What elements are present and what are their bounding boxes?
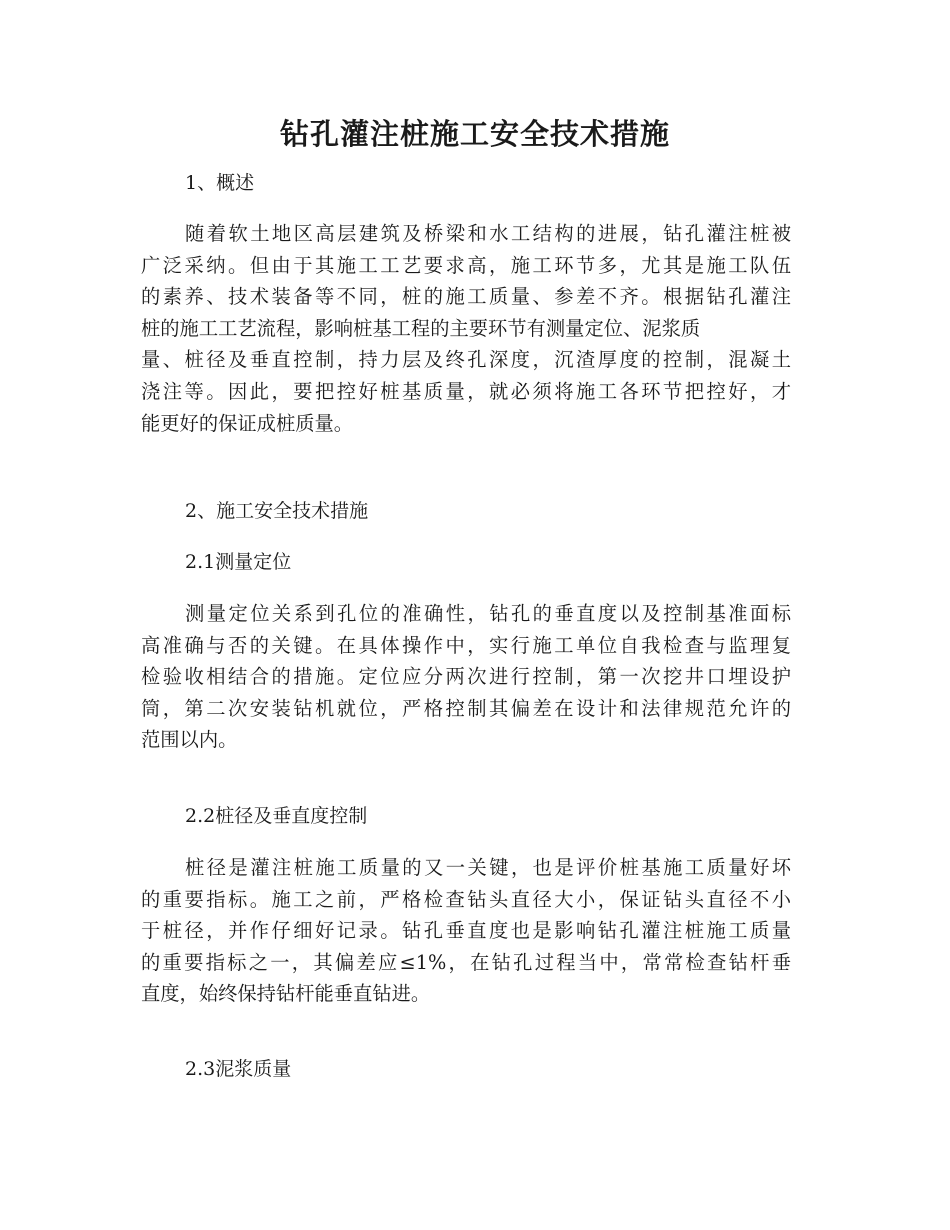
section-heading-overview: 1、概述 bbox=[185, 172, 255, 194]
paragraph-line: 的重要指标之一，其偏差应≤1%，在钻孔过程当中，常常检查钻杆垂 bbox=[141, 950, 791, 974]
paragraph-overview bbox=[141, 218, 791, 439]
subsection-heading-diameter: 2.2桩径及垂直度控制 bbox=[185, 805, 368, 827]
paragraph-line: 桩径是灌注桩施工质量的又一关键，也是评价桩基施工质量好坏 bbox=[185, 856, 791, 879]
paragraph-line: 范围以内。 bbox=[141, 728, 238, 752]
section-heading-safety-measures: 2、施工安全技术措施 bbox=[185, 500, 369, 522]
paragraph-line: 广泛采纳。但由于其施工工艺要求高，施工环节多，尤其是施工队伍 bbox=[141, 253, 791, 277]
paragraph-line: 直度，始终保持钻杆能垂直钻进。 bbox=[141, 982, 431, 1006]
paragraph-line: 高准确与否的关键。在具体操作中，实行施工单位自我检查与监理复 bbox=[141, 633, 791, 657]
subsection-heading-slurry: 2.3泥浆质量 bbox=[185, 1058, 292, 1080]
paragraph-diameter bbox=[141, 852, 791, 1010]
paragraph-line: 量、桩径及垂直控制，持力层及终孔深度，沉渣厚度的控制，混凝土 bbox=[141, 348, 791, 372]
paragraph-line: 测量定位关系到孔位的准确性，钻孔的垂直度以及控制基准面标 bbox=[185, 602, 791, 625]
paragraph-line: 的素养、技术装备等不同，桩的施工质量、参差不齐。根据钻孔灌注 bbox=[141, 285, 791, 309]
paragraph-line: 随着软土地区高层建筑及桥梁和水工结构的进展，钻孔灌注桩被 bbox=[185, 222, 791, 245]
paragraph-line: 的重要指标。施工之前，严格检查钻头直径大小，保证钻头直径不小 bbox=[141, 887, 791, 911]
paragraph-line: 筒，第二次安装钻机就位，严格控制其偏差在设计和法律规范允许的 bbox=[141, 696, 791, 720]
paragraph-line: 桩的施工工艺流程，影响桩基工程的主要环节有测量定位、泥浆质 bbox=[141, 316, 701, 340]
document-title: 钻孔灌注桩施工安全技术措施 bbox=[279, 117, 670, 151]
paragraph-survey bbox=[141, 598, 791, 756]
paragraph-line: 检验收相结合的措施。定位应分两次进行控制，第一次挖井口埋设护 bbox=[141, 665, 791, 689]
subsection-heading-survey: 2.1测量定位 bbox=[185, 551, 292, 573]
paragraph-line: 于桩径，并作仔细好记录。钻孔垂直度也是影响钻孔灌注桩施工质量 bbox=[141, 919, 791, 943]
paragraph-line: 能更好的保证成桩质量。 bbox=[141, 411, 354, 435]
paragraph-line: 浇注等。因此，要把控好桩基质量，就必须将施工各环节把控好，才 bbox=[141, 379, 791, 403]
